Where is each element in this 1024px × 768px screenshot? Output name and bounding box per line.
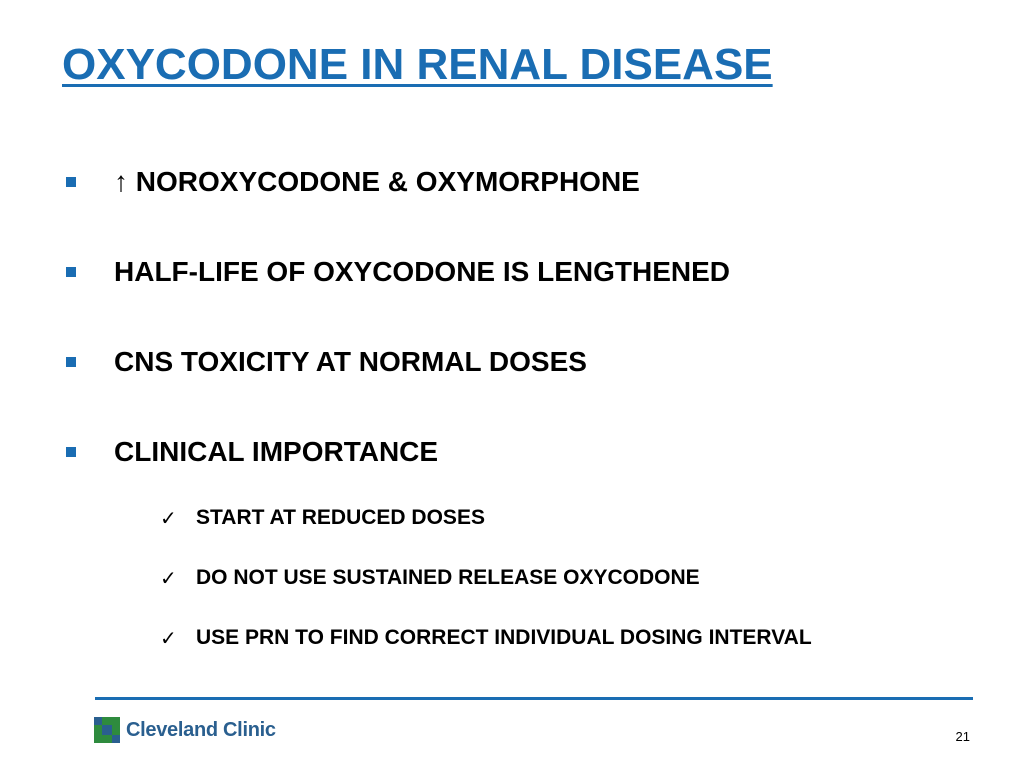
slide-title: OXYCODONE IN RENAL DISEASE <box>62 40 773 89</box>
sub-bullet-text: DO NOT USE SUSTAINED RELEASE OXYCODONE <box>196 566 700 589</box>
bullet-item <box>66 256 730 288</box>
bullet-text: ↑ NOROXYCODONE & OXYMORPHONE <box>114 166 640 197</box>
page-number: 21 <box>955 729 970 744</box>
cleveland-clinic-logo <box>94 717 276 743</box>
checkmark-icon: ✓ <box>160 566 177 590</box>
checkmark-icon: ✓ <box>160 506 177 530</box>
sub-bullet-item <box>160 626 812 650</box>
bullet-item <box>66 346 587 378</box>
bullet-text: CNS TOXICITY AT NORMAL DOSES <box>114 346 587 377</box>
bullet-item <box>66 436 438 468</box>
bullet-text: HALF-LIFE OF OXYCODONE IS LENGTHENED <box>114 256 731 287</box>
sub-bullet-item <box>160 566 700 590</box>
bullet-text: CLINICAL IMPORTANCE <box>114 436 439 467</box>
sub-bullet-item <box>160 506 485 530</box>
sub-bullet-text: USE PRN TO FIND CORRECT INDIVIDUAL DOSING INTERVAL <box>196 626 812 649</box>
logo-text: Cleveland Clinic <box>126 718 276 741</box>
square-bullet-icon <box>66 267 76 277</box>
square-bullet-icon <box>66 357 76 367</box>
square-bullet-icon <box>66 447 76 457</box>
sub-bullet-text: START AT REDUCED DOSES <box>196 506 485 529</box>
cleveland-clinic-cross-icon <box>94 717 120 743</box>
square-bullet-icon <box>66 177 76 187</box>
footer-divider <box>95 697 973 700</box>
bullet-item <box>66 166 640 198</box>
checkmark-icon: ✓ <box>160 626 177 650</box>
